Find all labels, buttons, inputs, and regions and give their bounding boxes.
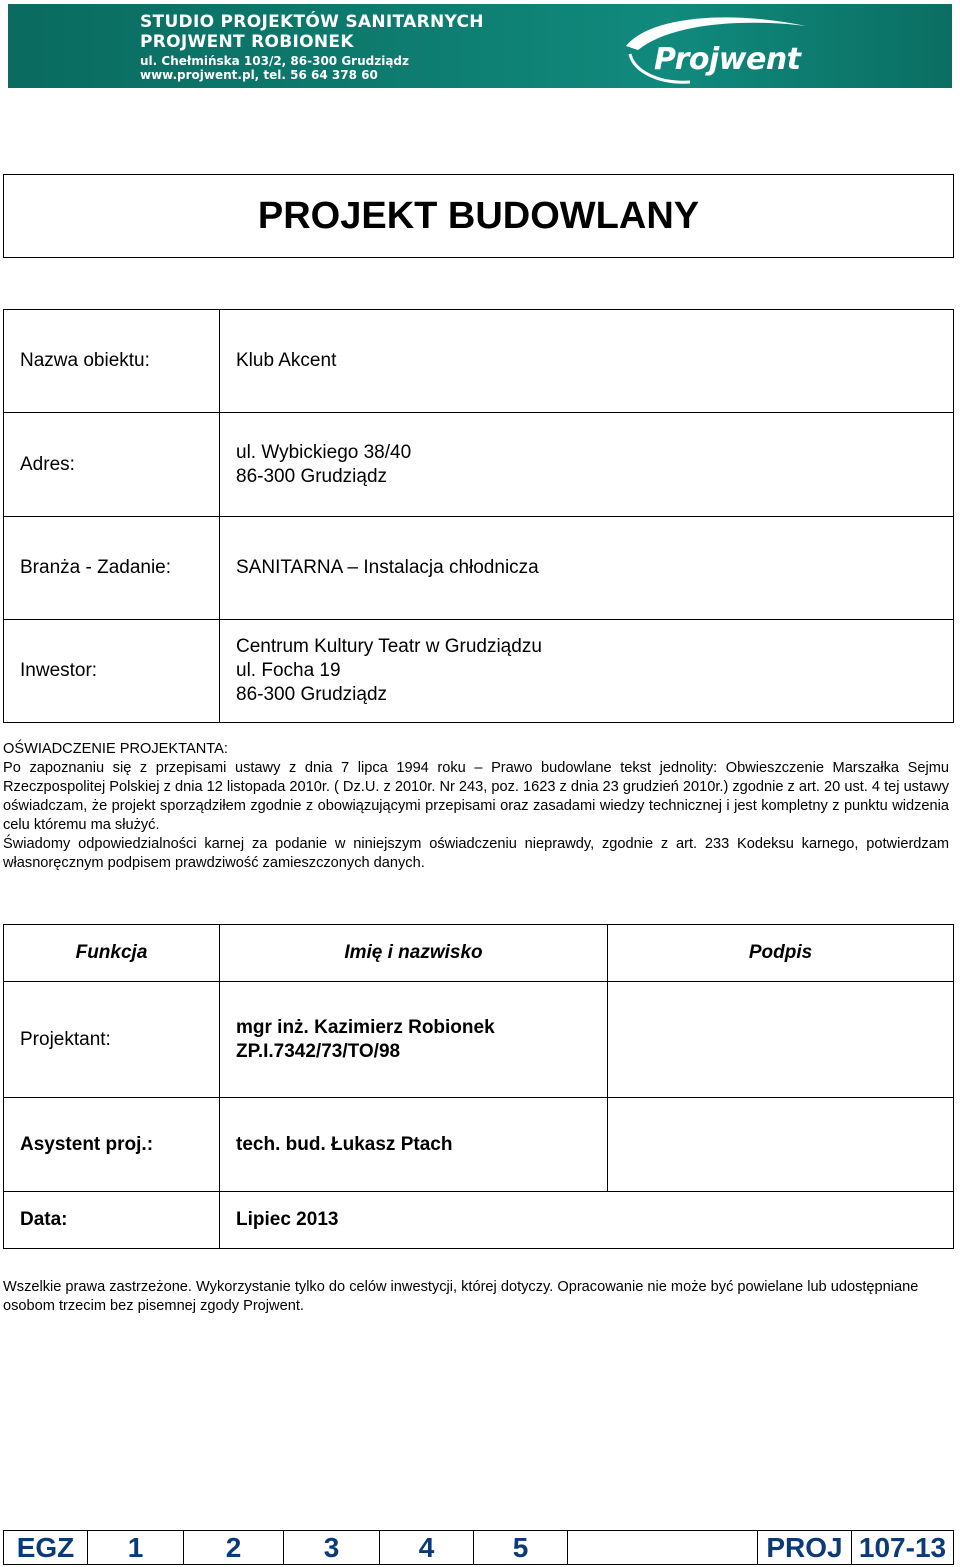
col-name-header: Imię i nazwisko — [220, 925, 608, 982]
designer-declaration — [3, 740, 949, 873]
info-row-investor — [4, 620, 954, 723]
declaration-heading: OŚWIADCZENIE PROJEKTANTA: — [3, 741, 228, 757]
declaration-paragraph-1: Po zapoznaniu się z przepisami ustawy z dnia 7 lipca 1994 roku – Prawo budowlane tekst jednolity: Obwieszczenie Marszałka Sejmu Rzeczpospolitej Polskiej z dnia 12 listopada 2010r. ( Dz.U. z 2010r. Nr 243, poz. 1623 z dnia 23 grudzień 2010r.) zgodnie z art. 20 ust. 4 tej ustawy oświadczam, że projekt sporządziłem zgodnie z obowiązującymi przepisami oraz zasadami wiedzy technicznej i jest kompletny z punktu widzenia celu któremu ma służyć. — [3, 760, 949, 833]
signature-row-designer — [4, 982, 954, 1098]
investor-value — [220, 620, 954, 723]
declaration-paragraph-2: Świadomy odpowiedzialności karnej za podanie w niniejszym oświadczeniu nieprawdy, zgodnie z art. 233 Kodeksu karnego, potwierdzam własnoręcznym podpisem prawdziwość zamieszczonych danych. — [3, 836, 949, 871]
address-line2: 86-300 Grudziądz — [236, 465, 388, 487]
logo-wordmark: Projwent — [654, 42, 801, 77]
investor-label: Inwestor: — [4, 620, 220, 723]
object-value: Klub Akcent — [220, 310, 954, 413]
code-copy-2: 2 — [184, 1531, 284, 1564]
code-proj: PROJ — [758, 1531, 852, 1564]
date-label: Data: — [4, 1192, 220, 1249]
address-line1: ul. Wybickiego 38/40 — [236, 441, 412, 463]
col-function-header: Funkcja — [4, 925, 220, 982]
title-box — [3, 174, 954, 258]
col-signature-header: Podpis — [608, 925, 954, 982]
designer-name: mgr inż. Kazimierz Robionek — [236, 1016, 495, 1038]
assistant-name: tech. bud. Łukasz Ptach — [220, 1098, 608, 1192]
signature-row-assistant — [4, 1098, 954, 1192]
info-row-address — [4, 413, 954, 517]
investor-line3: 86-300 Grudziądz — [236, 684, 388, 705]
object-label: Nazwa obiektu: — [4, 310, 220, 413]
project-info-table — [3, 309, 954, 723]
document-title: PROJEKT BUDOWLANY — [257, 194, 700, 237]
assistant-signature-cell — [608, 1098, 954, 1192]
address-label: Adres: — [4, 413, 220, 517]
info-row-object — [4, 310, 954, 413]
designer-license: ZP.I.7342/73/TO/98 — [236, 1040, 401, 1062]
header-company-line2: PROJWENT ROBIONEK — [140, 32, 354, 52]
signature-row-date — [4, 1192, 954, 1249]
assistant-label: Asystent proj.: — [4, 1098, 220, 1192]
branch-label: Branża - Zadanie: — [4, 517, 220, 620]
code-copy-3: 3 — [284, 1531, 380, 1564]
designer-cell — [220, 982, 608, 1098]
info-row-branch — [4, 517, 954, 620]
signature-header-row — [4, 925, 954, 982]
document-code-bar — [3, 1530, 954, 1565]
header-company-line1: STUDIO PROJEKTÓW SANITARNYCH — [140, 12, 484, 32]
date-value: Lipiec 2013 — [220, 1192, 954, 1249]
code-egz: EGZ — [4, 1531, 88, 1564]
signature-table — [3, 924, 954, 1249]
branch-value: SANITARNA – Instalacja chłodnicza — [220, 517, 954, 620]
address-value — [220, 413, 954, 517]
code-number: 107-13 — [858, 1531, 947, 1563]
code-copy-5: 5 — [474, 1531, 568, 1564]
code-copy-1: 1 — [88, 1531, 184, 1564]
header-address: ul. Chełmińska 103/2, 86-300 Grudziądz — [140, 54, 409, 68]
header-contact: www.projwent.pl, tel. 56 64 378 60 — [140, 68, 378, 82]
designer-label: Projektant: — [4, 982, 220, 1098]
code-copy-4: 4 — [380, 1531, 474, 1564]
code-spacer — [568, 1531, 758, 1564]
rights-notice: Wszelkie prawa zastrzeżone. Wykorzystanie tylko do celów inwestycji, której dotyczy. Opracowanie nie może być powielane lub udostępniane osobom trzecim bez pisemnej zgody Projwent. — [3, 1279, 919, 1314]
header-banner — [8, 4, 952, 88]
designer-signature-cell — [608, 982, 954, 1098]
investor-line2: ul. Focha 19 — [236, 660, 341, 681]
investor-line1: Centrum Kultury Teatr w Grudziądzu — [236, 636, 542, 657]
